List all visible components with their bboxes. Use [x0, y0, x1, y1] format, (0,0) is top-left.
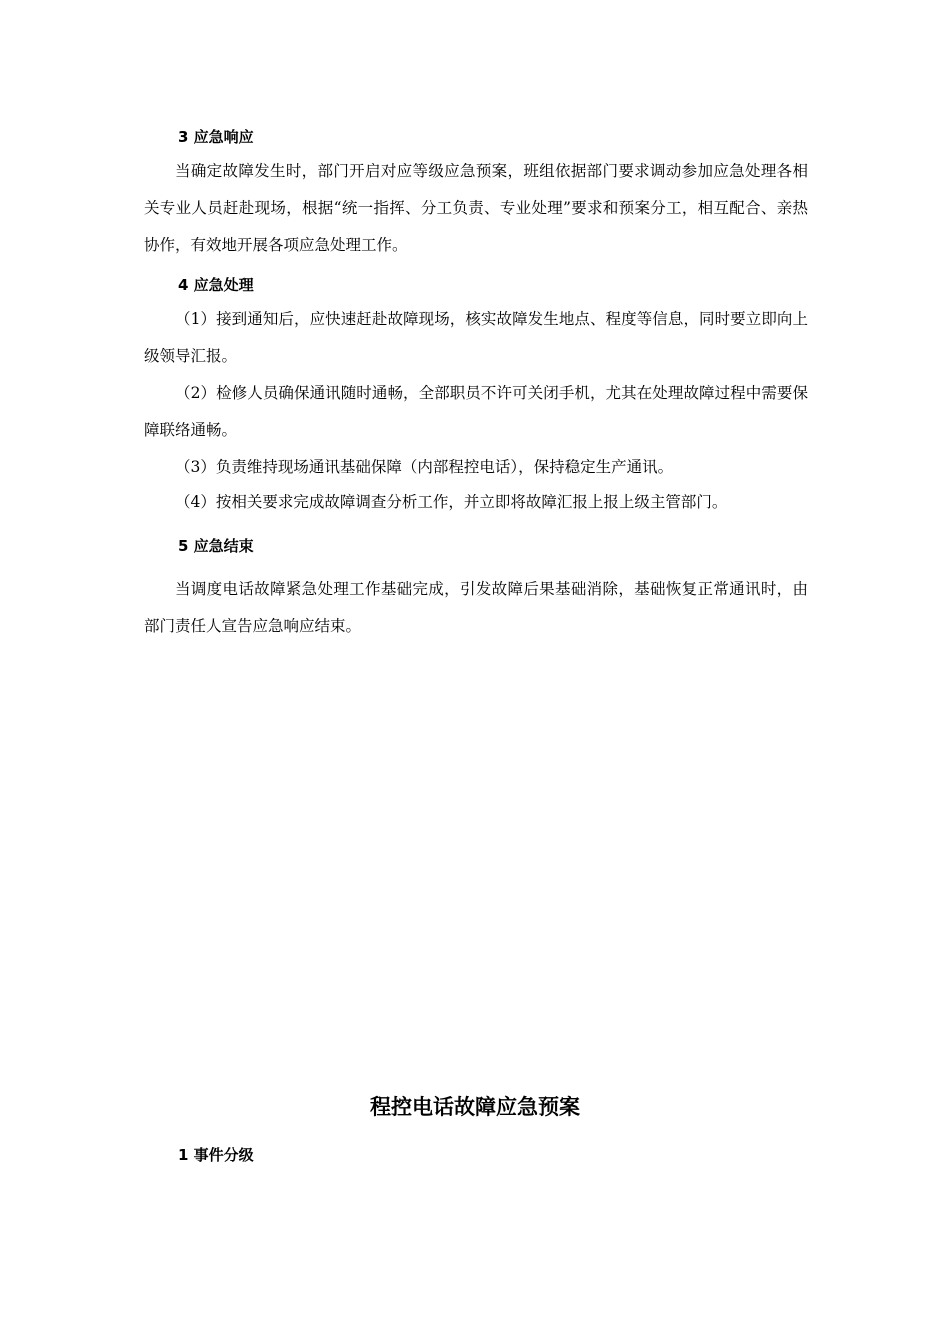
section-4-item-1: （1）接到通知后，应快速赶赴故障现场，核实故障发生地点、程度等信息，同时要立即向上级领导汇报。 — [144, 310, 808, 365]
section-4-item-2: （2）检修人员确保通讯随时通畅，全部职员不许可关闭手机，尤其在处理故障过程中需要保障联络通畅。 — [144, 384, 808, 439]
section-4-heading: 4 应急处理 — [178, 276, 254, 294]
section-1-heading: 1 事件分级 — [178, 1146, 254, 1164]
section-3-paragraph: 当确定故障发生时，部门开启对应等级应急预案，班组依据部门要求调动参加应急处理各相关专业人员赶赴现场，根据“统一指挥、分工负责、专业处理”要求和预案分工，相互配合、亲热协作，有效地开展各项应急处理工作。 — [144, 162, 808, 254]
section-5-paragraph: 当调度电话故障紧急处理工作基础完成，引发故障后果基础消除，基础恢复正常通讯时，由部门责任人宣告应急响应结束。 — [144, 580, 808, 635]
section-3-heading: 3 应急响应 — [178, 128, 254, 146]
document-title: 程控电话故障应急预案 — [370, 1095, 580, 1119]
section-5-heading: 5 应急结束 — [178, 537, 254, 555]
section-4-item-3: （3）负责维持现场通讯基础保障（内部程控电话），保持稳定生产通讯。 — [175, 458, 674, 476]
section-4-item-4: （4）按相关要求完成故障调查分析工作，并立即将故障汇报上报上级主管部门。 — [175, 493, 728, 511]
